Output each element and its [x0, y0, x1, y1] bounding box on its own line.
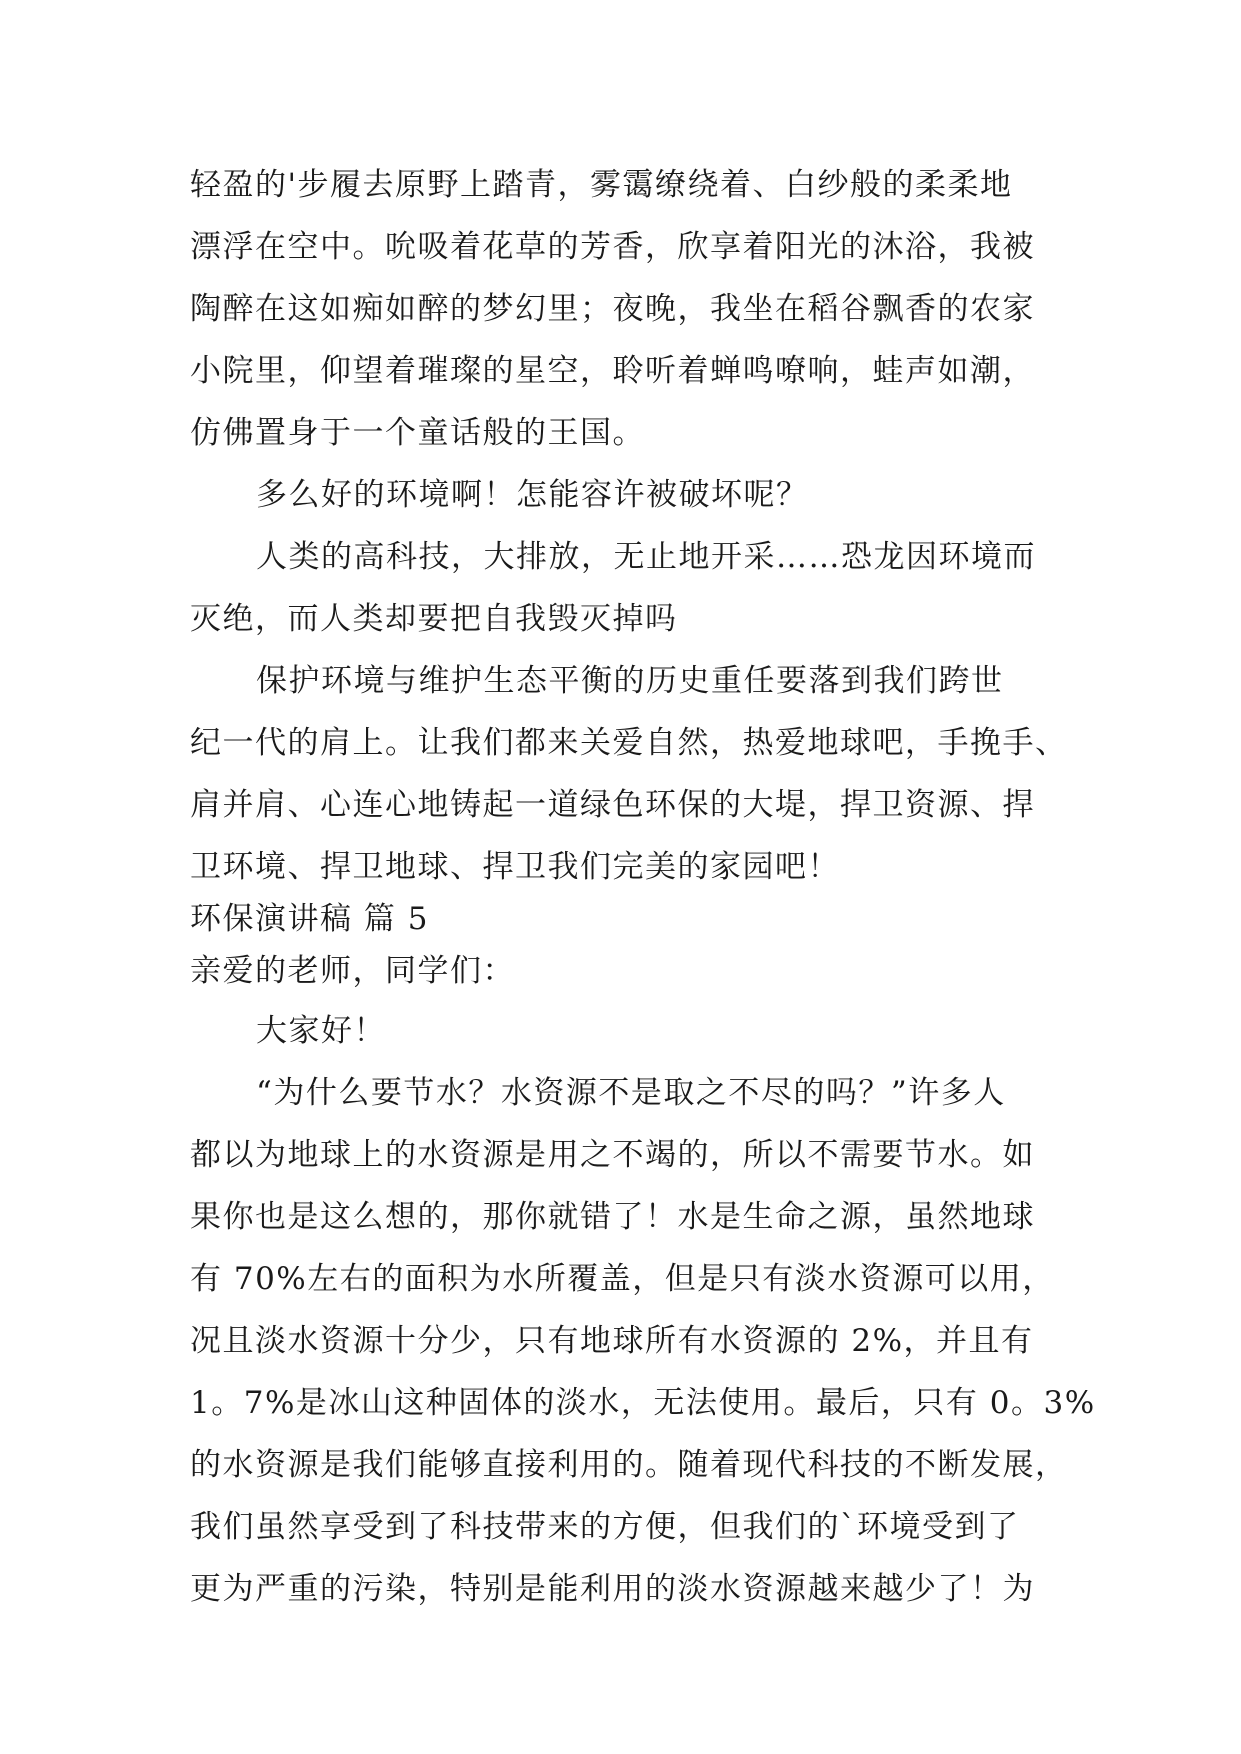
text-line: 有 70%左右的面积为水所覆盖，但是只有淡水资源可以用，: [190, 1261, 1055, 1297]
text-line: 1。7%是冰山这种固体的淡水，无法使用。最后，只有 0。3%: [190, 1385, 1096, 1421]
text-line: 陶醉在这如痴如醉的梦幻里；夜晚，我坐在稻谷飘香的农家: [190, 291, 1035, 327]
text-line: 灭绝，而人类却要把自我毁灭掉吗: [190, 601, 678, 637]
greeting: 大家好！: [256, 1013, 386, 1049]
text-line: 都以为地球上的水资源是用之不竭的，所以不需要节水。如: [190, 1137, 1035, 1173]
section-heading: 环保演讲稿 篇 5: [190, 901, 429, 937]
text-line: 小院里，仰望着璀璨的星空，聆听着蝉鸣嘹响，蛙声如潮，: [190, 353, 1035, 389]
text-line: 果你也是这么想的，那你就错了！水是生命之源，虽然地球: [190, 1199, 1035, 1235]
text-line: 多么好的环境啊！怎能容许被破坏呢？: [256, 477, 809, 513]
text-line: 我们虽然享受到了科技带来的方便，但我们的`环境受到了: [190, 1509, 1020, 1545]
text-line: 漂浮在空中。吮吸着花草的芳香，欣享着阳光的沐浴，我被: [190, 229, 1035, 265]
text-line: 轻盈的'步履去原野上踏青，雾霭缭绕着、白纱般的柔柔地: [190, 167, 1013, 203]
text-line: 况且淡水资源十分少，只有地球所有水资源的 2%，并且有: [190, 1323, 1034, 1359]
text-line: 肩并肩、心连心地铸起一道绿色环保的大堤，捍卫资源、捍: [190, 787, 1035, 823]
text-line: 的水资源是我们能够直接利用的。随着现代科技的不断发展，: [190, 1447, 1068, 1483]
salutation: 亲爱的老师，同学们：: [190, 953, 515, 989]
text-line: “为什么要节水？水资源不是取之不尽的吗？”许多人: [256, 1075, 1006, 1111]
text-line: 仿佛置身于一个童话般的王国。: [190, 415, 645, 451]
text-line: 纪一代的肩上。让我们都来关爱自然，热爱地球吧，手挽手、: [190, 725, 1068, 761]
text-line: 更为严重的污染，特别是能利用的淡水资源越来越少了！为: [190, 1571, 1035, 1607]
text-line: 保护环境与维护生态平衡的历史重任要落到我们跨世: [256, 663, 1004, 699]
text-line: 人类的高科技，大排放，无止地开采……恐龙因环境而: [256, 539, 1036, 575]
text-line: 卫环境、捍卫地球、捍卫我们完美的家园吧！: [190, 849, 840, 885]
